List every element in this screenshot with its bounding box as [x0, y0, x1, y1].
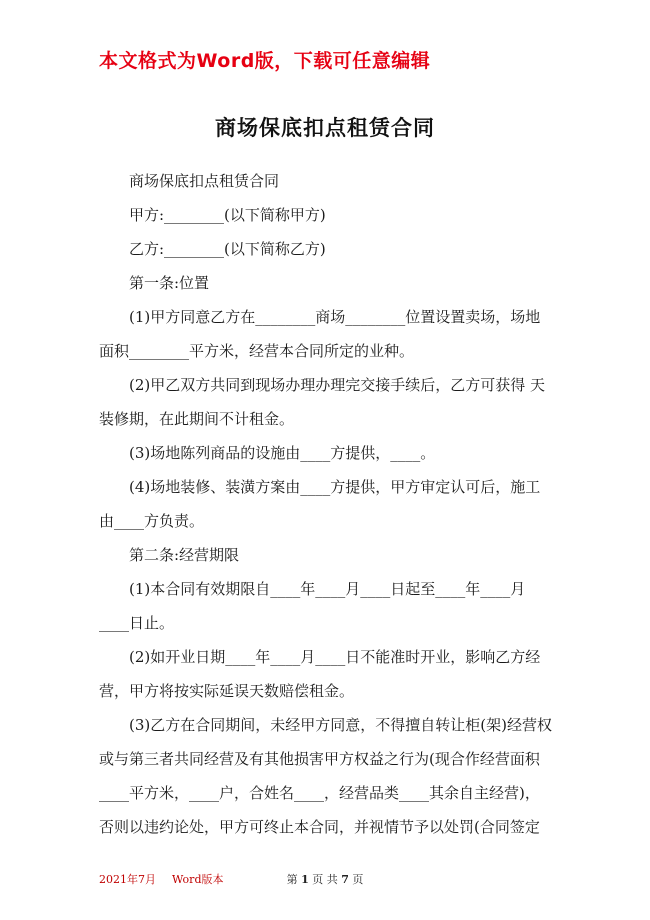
paragraph-contract-name: 商场保底扣点租赁合同: [129, 172, 280, 190]
paragraph-1-1: (1)甲方同意乙方在________商场________位置设置卖场，场地面积________平方米，经营本合同所定的业种。: [99, 308, 541, 360]
paragraph-2-2: (2)如开业日期____年____月____日不能准时开业，影响乙方经营，甲方将按实际延误天数赔偿租金。: [99, 648, 541, 700]
page-mid: 页 共: [312, 873, 338, 886]
heading-article-1: 第一条:位置: [129, 274, 210, 292]
total-pages: 7: [341, 873, 349, 886]
paragraph-1-4: (4)场地装修、装潢方案由____方提供，甲方审定认可后，施工由____方负责。: [99, 478, 541, 530]
footer-date: 2021年7月: [99, 873, 156, 886]
footer-version: Word版本: [172, 873, 224, 886]
page-number: [0, 871, 650, 887]
heading-article-2: 第二条:经营期限: [129, 546, 240, 564]
paragraph-party-a: 甲方:________(以下简称甲方): [129, 206, 326, 224]
paragraph-1-3: (3)场地陈列商品的设施由____方提供，____。: [129, 444, 436, 462]
current-page: 1: [301, 873, 309, 886]
paragraph-party-b: 乙方:________(以下简称乙方): [129, 240, 326, 258]
paragraph-2-1: (1)本合同有效期限自____年____月____日起至____年____月____日止。: [99, 580, 526, 632]
page-prefix: 第: [286, 873, 298, 886]
word-format-banner: 本文格式为Word版，下载可任意编辑: [99, 50, 431, 72]
paragraph-2-3: (3)乙方在合同期间，未经甲方同意，不得擅自转让柜(架)经营权或与第三者共同经营及有其他损害甲方权益之行为(现合作经营面积____平方米，____户，合姓名____，经营品类____其余自主经营)，否则以违约论处，甲方可终止本合同，并视情节予以处罚(合同签定: [99, 716, 552, 836]
document-title: 商场保底扣点租赁合同: [215, 116, 435, 140]
page-footer: [0, 871, 650, 891]
contract-body: [99, 164, 553, 844]
page-suffix: 页: [352, 873, 364, 886]
paragraph-1-2: (2)甲乙双方共同到现场办理办理完交接手续后，乙方可获得 天装修期，在此期间不计租金。: [99, 376, 546, 428]
